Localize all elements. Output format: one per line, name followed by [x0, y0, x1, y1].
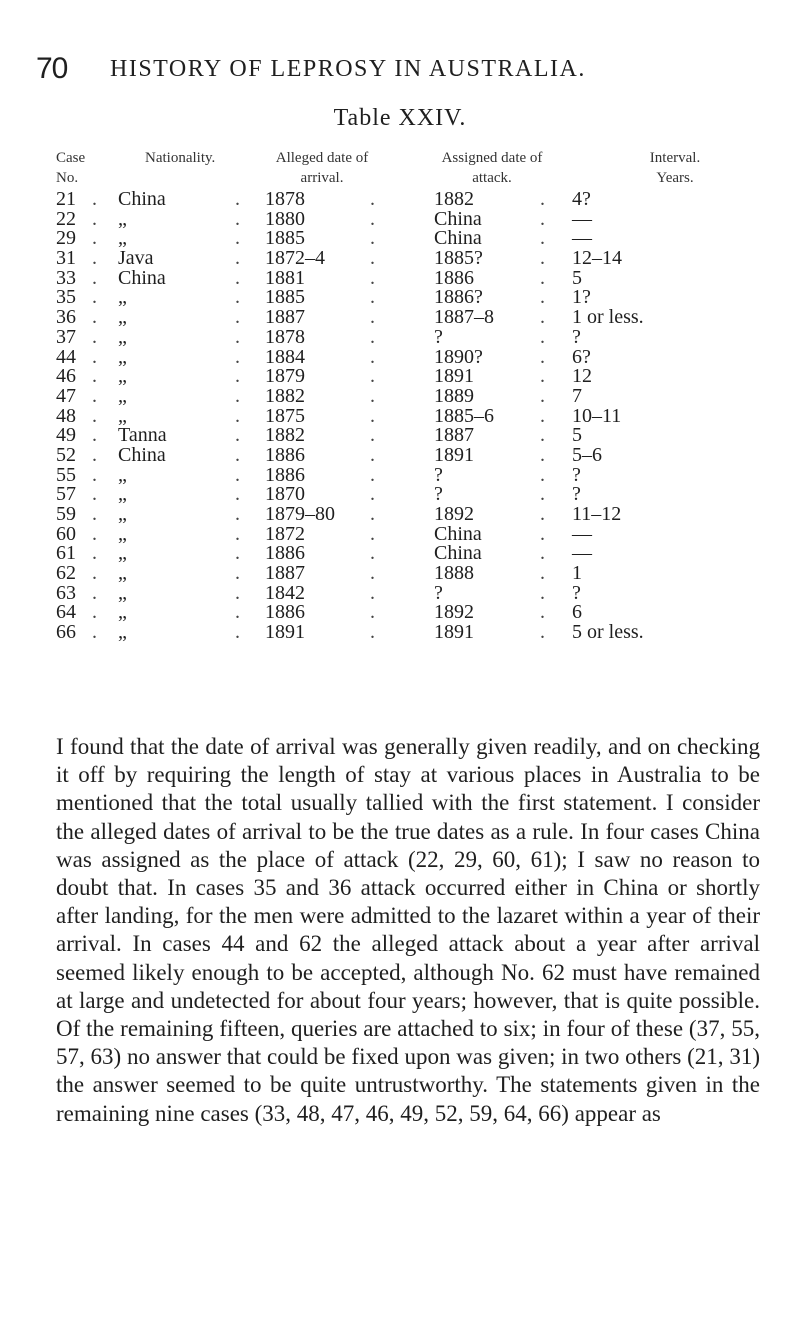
cell-attack: China: [434, 522, 482, 545]
leader-dot: .: [235, 247, 240, 270]
leader-dot: .: [540, 483, 545, 506]
leader-dot: .: [370, 227, 375, 250]
cell-arrival: 1891: [265, 621, 305, 644]
leader-dot: .: [370, 522, 375, 545]
table-row: [0, 384, 800, 407]
leader-dot: .: [540, 601, 545, 624]
cell-arrival: 1880: [265, 207, 305, 230]
cell-interval: —: [572, 227, 592, 250]
cell-arrival: 1879: [265, 365, 305, 388]
leader-dot: .: [540, 404, 545, 427]
cell-interval: 10–11: [572, 404, 622, 427]
cell-attack: 1886: [434, 266, 474, 289]
leader-dot: .: [540, 188, 545, 210]
leader-dot: .: [235, 345, 240, 368]
leader-dot: .: [235, 483, 240, 506]
cell-attack: 1885–6: [434, 404, 494, 427]
leader-dot: .: [235, 424, 240, 447]
cell-attack: 1887–8: [434, 306, 494, 329]
cell-case: 37: [56, 325, 76, 348]
table-row: [0, 623, 800, 643]
leader-dot: .: [92, 365, 97, 388]
cell-interval: ?: [572, 325, 581, 348]
leader-dot: .: [235, 443, 240, 466]
cell-interval: ?: [572, 463, 581, 486]
cell-nationality: „: [118, 483, 127, 506]
leader-dot: .: [540, 247, 545, 270]
leader-dot: .: [235, 306, 240, 329]
leader-dot: .: [92, 424, 97, 447]
leader-dot: .: [92, 621, 97, 644]
cell-arrival: 1872–4: [265, 247, 325, 270]
body-paragraph: I found that the date of arrival was generally given readily, and on checking it off by requiring the length of stay at various places in Australia to be mentioned that the total usually tallied with the first statement. I consider the alleged dates of arrival to be the true dates as a rule. In four cases China was assigned as the place of attack (22, 29, 60, 61); I saw no reason to doubt that. In cases 35 and 36 attack occurred either in China or shortly after landing, for the men were admitted to the lazaret within a year of their arrival. In cases 44 and 62 the alleged attack about a year after arrival seemed likely enough to be accepted, although No. 62 must have remained at large and undetected for about four years; however, that is quite possible. Of the remaining fifteen, queries are attached to six; in four of these (37, 55, 57, 63) no answer that could be fixed upon was given; in two others (21, 31) the answer seemed to be quite untrustworthy. The statements given in the remaining nine cases (33, 48, 47, 46, 49, 52, 59, 64, 66) appear as: [56, 734, 760, 1126]
leader-dot: .: [235, 522, 240, 545]
leader-dot: .: [92, 463, 97, 486]
cell-arrival: 1882: [265, 384, 305, 407]
cell-attack: 1892: [434, 601, 474, 624]
leader-dot: .: [235, 581, 240, 604]
leader-dot: .: [92, 483, 97, 506]
cell-nationality: „: [118, 463, 127, 486]
cell-nationality: Java: [118, 247, 154, 270]
leader-dot: .: [540, 345, 545, 368]
header-nationality: Nationality.: [145, 150, 216, 166]
leader-dot: .: [370, 581, 375, 604]
cell-case: 63: [56, 581, 76, 604]
cell-nationality: China: [118, 266, 166, 289]
leader-dot: .: [92, 581, 97, 604]
cell-nationality: „: [118, 581, 127, 604]
leader-dot: .: [540, 365, 545, 388]
leader-dot: .: [92, 562, 97, 585]
leader-dot: .: [235, 188, 240, 210]
cell-attack: 1886?: [434, 286, 483, 309]
cell-attack: ?: [434, 581, 443, 604]
cell-arrival: 1887: [265, 562, 305, 585]
cell-interval: 5–6: [572, 443, 602, 466]
cell-nationality: „: [118, 503, 127, 525]
cell-interval: ?: [572, 581, 581, 604]
cell-case: 48: [56, 404, 76, 427]
leader-dot: .: [540, 621, 545, 644]
cell-nationality: „: [118, 325, 127, 348]
leader-dot: .: [92, 188, 97, 210]
table-row: [0, 325, 800, 348]
leader-dot: .: [235, 266, 240, 289]
cell-interval: 11–12: [572, 503, 622, 525]
cell-arrival: 1887: [265, 306, 305, 329]
header-interval: Interval. Years.: [649, 150, 701, 186]
cell-case: 59: [56, 503, 76, 525]
cell-attack: 1890?: [434, 345, 483, 368]
cell-case: 62: [56, 562, 76, 585]
leader-dot: .: [235, 384, 240, 407]
leader-dot: .: [235, 542, 240, 565]
table-row: [0, 505, 800, 525]
leader-dot: .: [370, 443, 375, 466]
cell-case: 33: [56, 266, 76, 289]
header-arrival: Alleged date of arrival.: [275, 150, 369, 186]
cell-attack: China: [434, 227, 482, 250]
cell-case: 61: [56, 542, 76, 565]
leader-dot: .: [92, 542, 97, 565]
leader-dot: .: [370, 483, 375, 506]
leader-dot: .: [235, 365, 240, 388]
cell-nationality: „: [118, 384, 127, 407]
cell-nationality: „: [118, 345, 127, 368]
leader-dot: .: [92, 384, 97, 407]
cell-arrival: 1882: [265, 424, 305, 447]
cell-attack: ?: [434, 325, 443, 348]
leader-dot: .: [92, 443, 97, 466]
leader-dot: .: [540, 463, 545, 486]
cell-arrival: 1842: [265, 581, 305, 604]
leader-dot: .: [92, 601, 97, 624]
leader-dot: .: [235, 207, 240, 230]
cell-interval: 6: [572, 601, 582, 624]
cell-attack: ?: [434, 483, 443, 506]
leader-dot: .: [92, 286, 97, 309]
leader-dot: .: [92, 247, 97, 270]
running-head: HISTORY OF LEPROSY IN AUSTRALIA.: [110, 56, 586, 82]
cell-nationality: „: [118, 621, 127, 644]
leader-dot: .: [235, 503, 240, 525]
leader-dot: .: [370, 542, 375, 565]
cell-attack: 1885?: [434, 247, 483, 270]
cell-attack: 1888: [434, 562, 474, 585]
cell-attack: China: [434, 542, 482, 565]
leader-dot: .: [370, 188, 375, 210]
cell-case: 29: [56, 227, 76, 250]
cell-nationality: China: [118, 443, 166, 466]
cell-case: 36: [56, 306, 76, 329]
cell-case: 64: [56, 601, 76, 624]
leader-dot: .: [92, 503, 97, 525]
header-attack: Assigned date of attack.: [441, 150, 543, 186]
cell-attack: 1887: [434, 424, 474, 447]
cell-attack: 1891: [434, 621, 474, 644]
cell-interval: 6?: [572, 345, 591, 368]
cell-case: 35: [56, 286, 76, 309]
cell-arrival: 1875: [265, 404, 305, 427]
cell-attack: 1882: [434, 188, 474, 210]
cell-interval: —: [572, 542, 592, 565]
cell-attack: 1891: [434, 365, 474, 388]
cell-nationality: Tanna: [118, 424, 167, 447]
cell-nationality: „: [118, 207, 127, 230]
leader-dot: .: [370, 562, 375, 585]
leader-dot: .: [92, 306, 97, 329]
cell-interval: —: [572, 522, 592, 545]
leader-dot: .: [370, 325, 375, 348]
cell-arrival: 1878: [265, 188, 305, 210]
leader-dot: .: [540, 227, 545, 250]
cell-interval: 1?: [572, 286, 591, 309]
leader-dot: .: [540, 542, 545, 565]
leader-dot: .: [540, 325, 545, 348]
leader-dot: .: [235, 325, 240, 348]
cell-attack: ?: [434, 463, 443, 486]
cell-arrival: 1886: [265, 542, 305, 565]
cell-arrival: 1885: [265, 286, 305, 309]
leader-dot: .: [370, 384, 375, 407]
cell-nationality: „: [118, 522, 127, 545]
leader-dot: .: [370, 286, 375, 309]
cell-nationality: „: [118, 542, 127, 565]
cell-case: 21: [56, 188, 76, 210]
cell-case: 66: [56, 621, 76, 644]
cell-arrival: 1885: [265, 227, 305, 250]
cell-arrival: 1886: [265, 601, 305, 624]
leader-dot: .: [540, 266, 545, 289]
cell-interval: 5: [572, 266, 582, 289]
cell-interval: 4?: [572, 188, 591, 210]
cell-arrival: 1870: [265, 483, 305, 506]
leader-dot: .: [92, 227, 97, 250]
cell-nationality: „: [118, 601, 127, 624]
cell-case: 22: [56, 207, 76, 230]
cell-nationality: „: [118, 562, 127, 585]
leader-dot: .: [92, 522, 97, 545]
cell-case: 57: [56, 483, 76, 506]
cell-interval: 1: [572, 562, 582, 585]
cell-arrival: 1879–80: [265, 503, 335, 525]
leader-dot: .: [540, 384, 545, 407]
cell-arrival: 1886: [265, 443, 305, 466]
cell-nationality: „: [118, 365, 127, 388]
leader-dot: .: [540, 286, 545, 309]
leader-dot: .: [370, 424, 375, 447]
cell-case: 49: [56, 424, 76, 447]
page-number: 70: [36, 52, 68, 85]
leader-dot: .: [92, 207, 97, 230]
table-row: [0, 249, 800, 269]
leader-dot: .: [540, 581, 545, 604]
leader-dot: .: [370, 345, 375, 368]
cell-arrival: 1884: [265, 345, 305, 368]
table-row: [0, 190, 800, 210]
leader-dot: .: [370, 365, 375, 388]
header-case: Case No.: [56, 150, 86, 186]
leader-dot: .: [235, 463, 240, 486]
cell-case: 44: [56, 345, 76, 368]
cell-attack: 1889: [434, 384, 474, 407]
leader-dot: .: [235, 562, 240, 585]
cell-nationality: „: [118, 306, 127, 329]
cell-interval: 5: [572, 424, 582, 447]
cell-arrival: 1878: [265, 325, 305, 348]
cell-arrival: 1881: [265, 266, 305, 289]
cell-nationality: China: [118, 188, 166, 210]
leader-dot: .: [235, 404, 240, 427]
leader-dot: .: [370, 621, 375, 644]
cell-case: 52: [56, 443, 76, 466]
table-row: [0, 443, 800, 466]
leader-dot: .: [540, 503, 545, 525]
leader-dot: .: [370, 266, 375, 289]
leader-dot: .: [370, 463, 375, 486]
cell-nationality: „: [118, 227, 127, 250]
cell-arrival: 1886: [265, 463, 305, 486]
cell-case: 31: [56, 247, 76, 270]
leader-dot: .: [370, 503, 375, 525]
leader-dot: .: [540, 522, 545, 545]
leader-dot: .: [540, 424, 545, 447]
leader-dot: .: [92, 325, 97, 348]
cell-case: 60: [56, 522, 76, 545]
leader-dot: .: [370, 207, 375, 230]
table-row: [0, 426, 800, 446]
leader-dot: .: [540, 443, 545, 466]
cell-interval: 12–14: [572, 247, 622, 270]
cell-case: 55: [56, 463, 76, 486]
cell-interval: 5 or less.: [572, 621, 644, 644]
table-row: [0, 367, 800, 387]
leader-dot: .: [370, 247, 375, 270]
leader-dot: .: [540, 306, 545, 329]
leader-dot: .: [92, 404, 97, 427]
leader-dot: .: [370, 404, 375, 427]
cell-interval: 7: [572, 384, 582, 407]
cell-interval: —: [572, 207, 592, 230]
cell-case: 47: [56, 384, 76, 407]
cell-attack: 1891: [434, 443, 474, 466]
cell-nationality: „: [118, 404, 127, 427]
leader-dot: .: [235, 621, 240, 644]
leader-dot: .: [370, 601, 375, 624]
leader-dot: .: [235, 286, 240, 309]
cell-interval: 12: [572, 365, 592, 388]
cell-interval: ?: [572, 483, 581, 506]
table-title: Table XXIV.: [333, 105, 467, 131]
cell-interval: 1 or less.: [572, 306, 644, 329]
leader-dot: .: [235, 227, 240, 250]
leader-dot: .: [540, 207, 545, 230]
cell-attack: 1892: [434, 503, 474, 525]
cell-arrival: 1872: [265, 522, 305, 545]
leader-dot: .: [370, 306, 375, 329]
leader-dot: .: [540, 562, 545, 585]
cell-attack: China: [434, 207, 482, 230]
table-row: [0, 564, 800, 584]
table-body: [0, 190, 800, 643]
cell-case: 46: [56, 365, 76, 388]
leader-dot: .: [235, 601, 240, 624]
cell-nationality: „: [118, 286, 127, 309]
leader-dot: .: [92, 266, 97, 289]
leader-dot: .: [92, 345, 97, 368]
table-row: [0, 308, 800, 328]
